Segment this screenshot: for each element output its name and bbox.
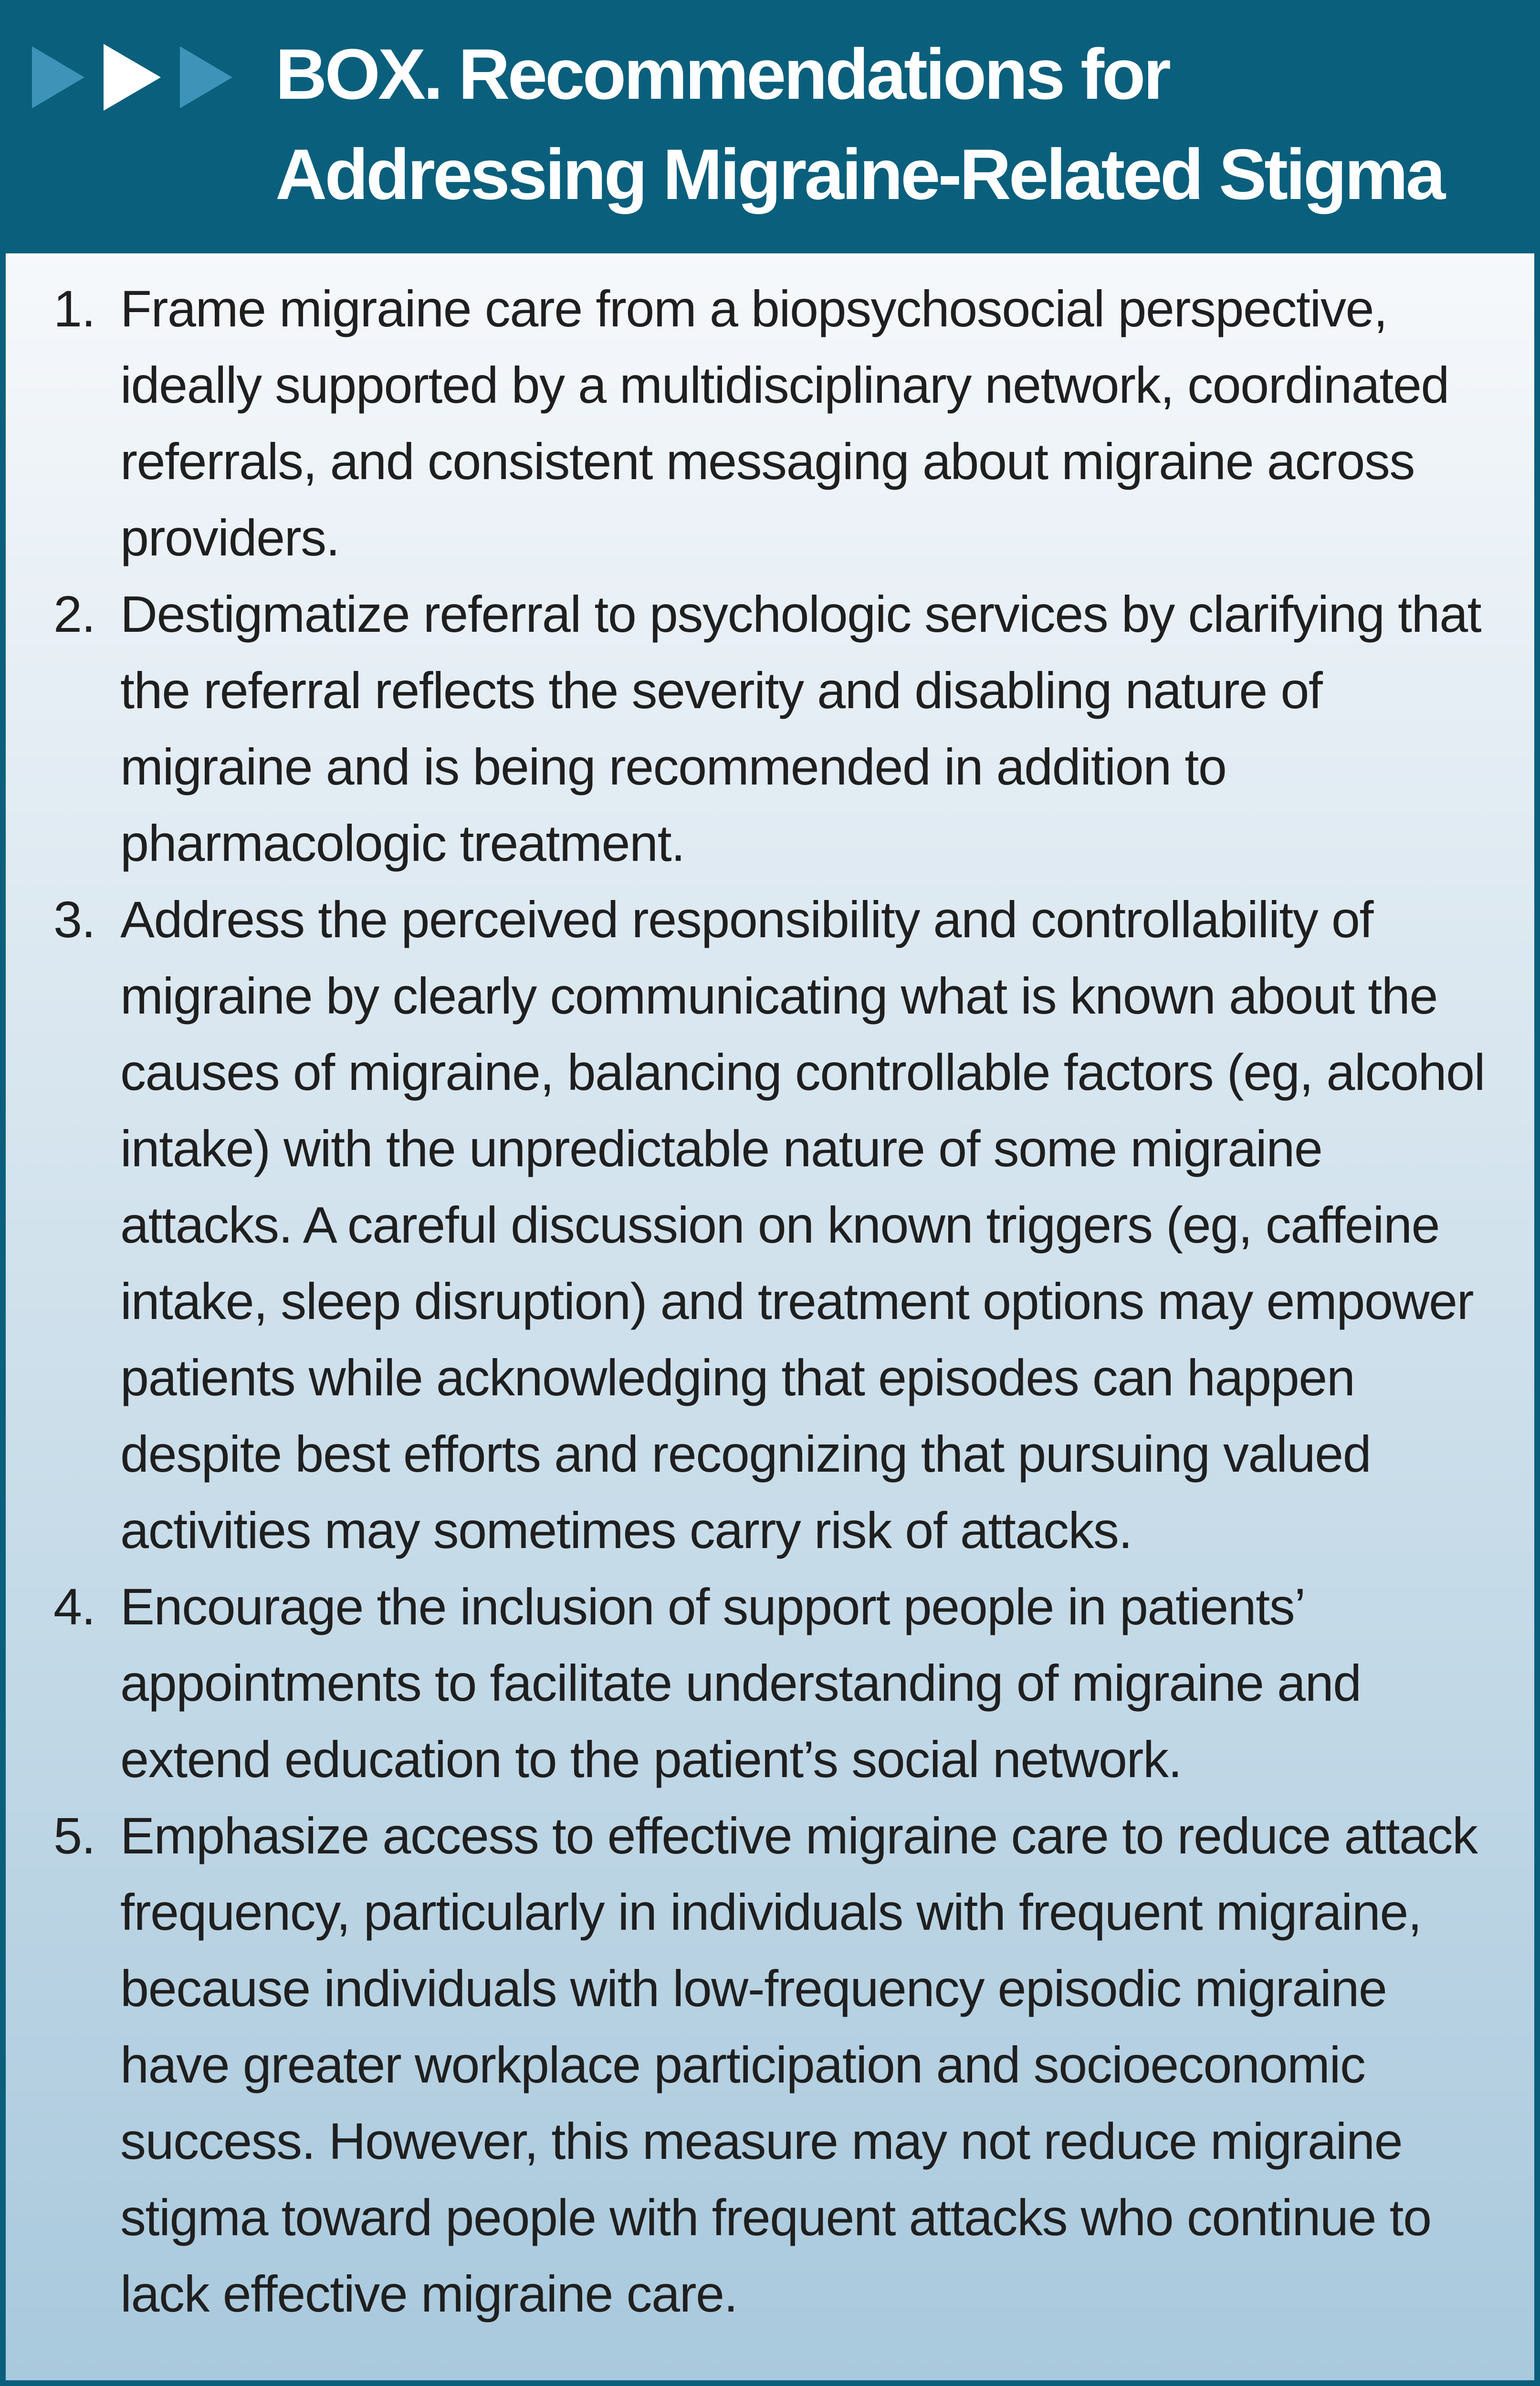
list-item-text: Frame migraine care from a biopsychosocial perspective, ideally supported by a multidisciplinary network, coordinated referrals, and consistent messaging about migraine across providers. xyxy=(120,280,1449,566)
list-item-text: Destigmatize referral to psychologic services by clarifying that the referral reflects the severity and disabling nature of migraine and is being recommended in addition to pharmacologic treatment. xyxy=(120,585,1481,872)
list-item xyxy=(53,881,1504,1569)
box-header xyxy=(6,6,1534,256)
list-item-text: Emphasize access to effective migraine care to reduce attack frequency, particularly in individuals with frequent migraine, because individuals with low-frequency episodic migraine have greater workplace participation and socioeconomic success. However, this measure may not reduce migraine stigma toward people with frequent attacks who continue to lack effective migraine care. xyxy=(120,1807,1477,2323)
list-item-number: 4. xyxy=(53,1578,95,1635)
list-item-number: 5. xyxy=(53,1807,95,1864)
list-item xyxy=(53,576,1504,881)
box-title-line-1: BOX. Recommendations for xyxy=(275,34,1169,114)
list-item-number: 2. xyxy=(53,585,95,643)
triple-play-arrows-icon xyxy=(32,39,256,115)
box-title-line-2: Addressing Migraine-Related Stigma xyxy=(275,134,1444,214)
header-divider xyxy=(6,249,1534,253)
list-item xyxy=(53,1569,1504,1798)
box-title xyxy=(275,24,1516,224)
list-item-number: 1. xyxy=(53,280,95,337)
list-item-text: Encourage the inclusion of support people in patients’ appointments to facilitate understanding of migraine and extend education to the patient’s social network. xyxy=(120,1578,1361,1788)
recommendations-list xyxy=(53,271,1504,2332)
list-item xyxy=(53,271,1504,576)
list-item xyxy=(53,1798,1504,2332)
list-item-text: Address the perceived responsibility and controllability of migraine by clearly communicating what is known about the causes of migraine, balancing controllable factors (eg, alcohol intake) with the unpredictable nature of some migraine attacks. A careful discussion on known triggers (eg, caffeine intake, sleep disruption) and treatment options may empower patients while acknowledging that episodes can happen despite best efforts and recognizing that pursuing valued activities may sometimes carry risk of attacks. xyxy=(120,890,1485,1559)
list-item-number: 3. xyxy=(53,890,95,948)
